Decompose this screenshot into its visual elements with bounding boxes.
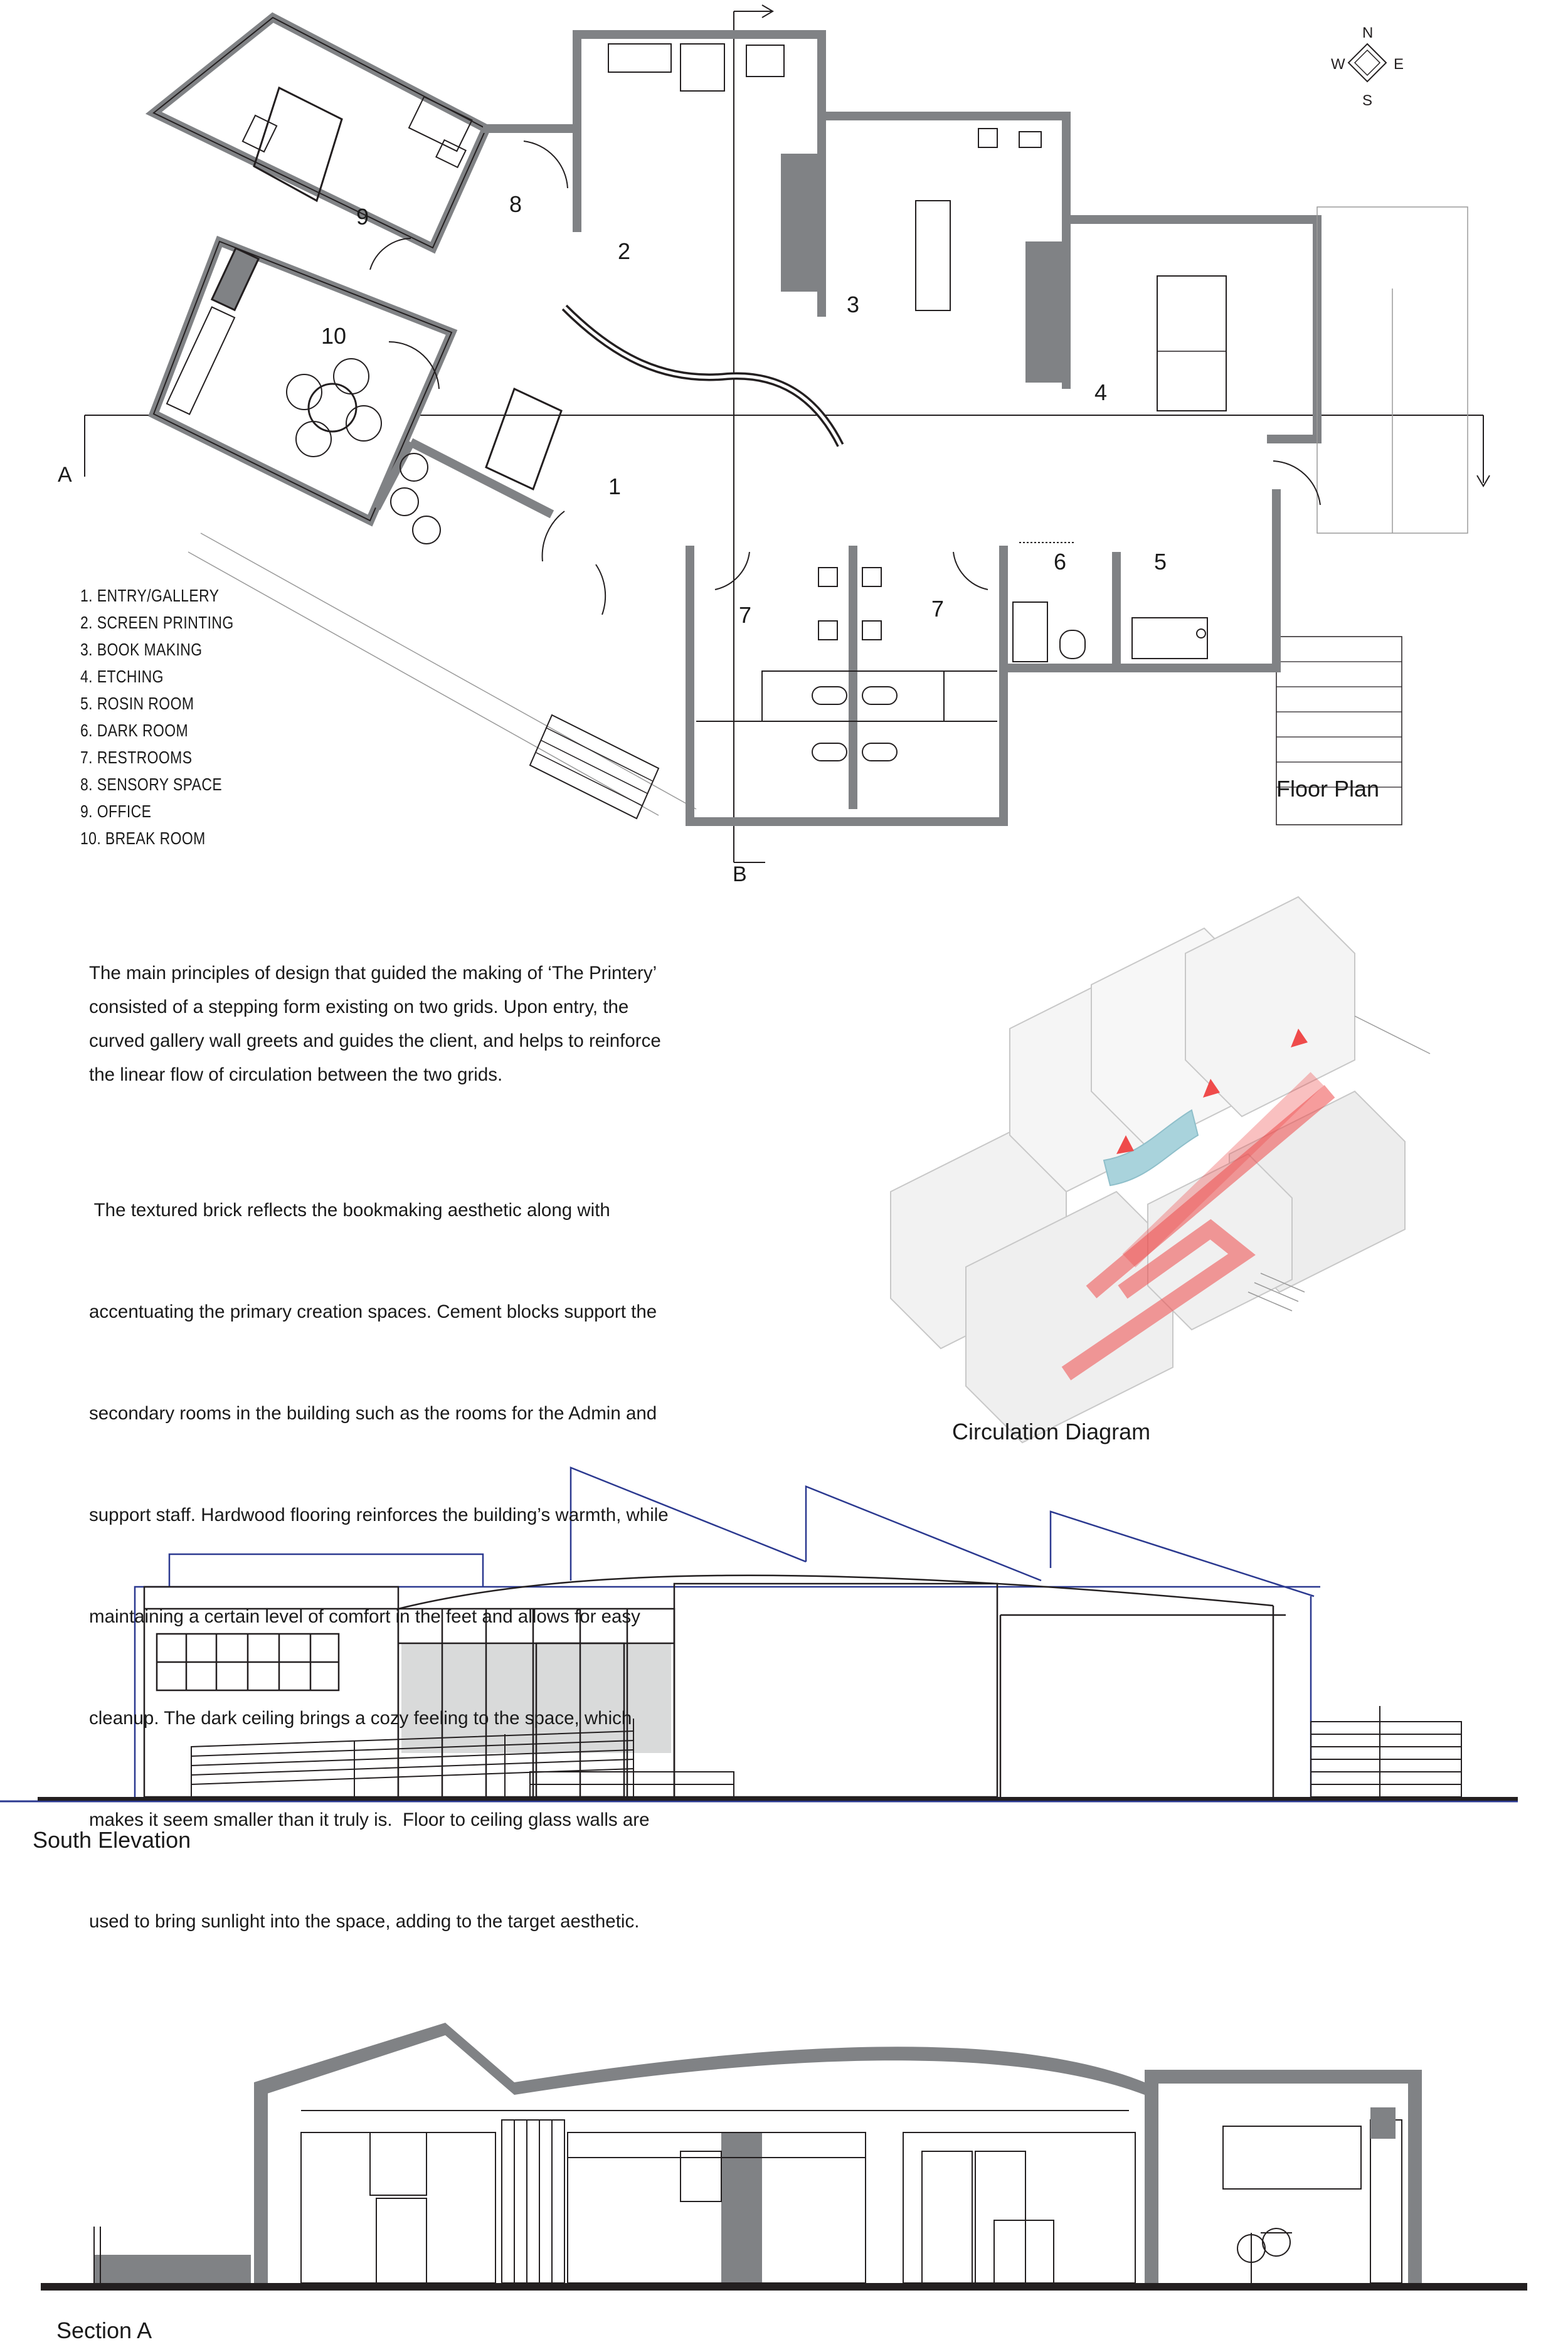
paragraph-line: secondary rooms in the building such as the rooms for the Admin and bbox=[89, 1403, 657, 1424]
room-number-4: 4 bbox=[1094, 379, 1108, 405]
paragraph-line: The textured brick reflects the bookmaking aesthetic along with bbox=[89, 1200, 610, 1221]
paragraph-line: accentuating the primary creation spaces. Cement blocks support the bbox=[89, 1301, 657, 1322]
dark-and-rosin-rooms bbox=[1004, 489, 1276, 668]
paragraph-line: maintaining a certain level of comfort in the feet and allows for easy bbox=[89, 1606, 640, 1627]
room-number-7-right: 7 bbox=[931, 596, 945, 622]
room-number-8: 8 bbox=[509, 191, 522, 217]
room-number-9: 9 bbox=[356, 204, 369, 230]
room-number-7-left: 7 bbox=[739, 602, 752, 628]
office-room bbox=[154, 18, 486, 270]
paragraph-line: cleanup. The dark ceiling brings a cozy feeling to the space, which bbox=[89, 1708, 632, 1729]
floor-plan-caption: Floor Plan bbox=[1276, 776, 1380, 802]
paragraph-line: used to bring sunlight into the space, adding to the target aesthetic. bbox=[89, 1911, 640, 1932]
section-a bbox=[41, 2023, 1527, 2291]
paragraph-line: consisted of a stepping form existing on two grids. Upon entry, the bbox=[89, 997, 629, 1017]
paragraph-line: makes it seem smaller than it truly is. Floor to ceiling glass walls are bbox=[89, 1809, 650, 1830]
compass-rose bbox=[1331, 24, 1404, 109]
legend-item: 6. DARK ROOM bbox=[80, 721, 189, 740]
legend-item: 7. RESTROOMS bbox=[80, 748, 193, 767]
book-making-room bbox=[781, 47, 1066, 389]
legend-item: 3. BOOK MAKING bbox=[80, 640, 203, 659]
compass-s: S bbox=[1362, 92, 1373, 109]
legend-item: 8. SENSORY SPACE bbox=[80, 775, 223, 794]
room-legend bbox=[80, 582, 234, 852]
south-elevation-caption: South Elevation bbox=[33, 1827, 191, 1853]
design-paragraph-1 bbox=[89, 956, 754, 1092]
restrooms bbox=[690, 546, 1004, 822]
paragraph-line: support staff. Hardwood flooring reinforces the building’s warmth, while bbox=[89, 1505, 669, 1525]
legend-item: 4. ETCHING bbox=[80, 667, 164, 686]
section-a-caption: Section A bbox=[56, 2318, 152, 2343]
screen-printing-room bbox=[483, 34, 822, 232]
etching-room bbox=[1025, 207, 1468, 825]
section-marker-b: B bbox=[733, 862, 747, 886]
room-number-5: 5 bbox=[1154, 549, 1167, 575]
gallery-bench bbox=[486, 389, 561, 489]
room-number-2: 2 bbox=[618, 238, 631, 264]
compass-e: E bbox=[1394, 56, 1404, 73]
floor-plan bbox=[85, 5, 1490, 862]
section-marker-a: A bbox=[58, 463, 72, 487]
room-number-3: 3 bbox=[847, 292, 860, 317]
section-line-b bbox=[734, 5, 773, 862]
room-number-10: 10 bbox=[321, 323, 347, 349]
legend-item: 9. OFFICE bbox=[80, 802, 152, 821]
circulation-diagram-caption: Circulation Diagram bbox=[952, 1419, 1151, 1444]
paragraph-line: The main principles of design that guided the making of ‘The Printery’ bbox=[89, 963, 657, 983]
legend-item: 1. ENTRY/GALLERY bbox=[80, 586, 220, 605]
compass-w: W bbox=[1331, 56, 1345, 73]
compass-n: N bbox=[1362, 24, 1374, 41]
legend-item: 2. SCREEN PRINTING bbox=[80, 613, 234, 632]
room-number-6: 6 bbox=[1054, 549, 1067, 575]
legend-item: 5. ROSIN ROOM bbox=[80, 694, 194, 713]
room-number-1: 1 bbox=[608, 474, 622, 499]
paragraph-line: curved gallery wall greets and guides the client, and helps to reinforce bbox=[89, 1030, 661, 1051]
circulation-diagram bbox=[891, 897, 1430, 1443]
paragraph-line: the linear flow of circulation between the two grids. bbox=[89, 1064, 503, 1085]
legend-item: 10. BREAK ROOM bbox=[80, 829, 206, 848]
